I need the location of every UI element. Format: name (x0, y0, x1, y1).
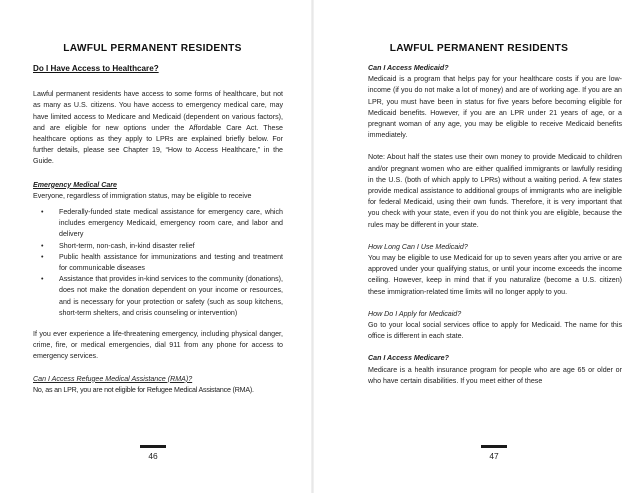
medicare-answer: Medicare is a health insurance program for people who are age 65 or older or who have certain disabilities. If you meet either of these (368, 365, 622, 385)
emergency-lead: Everyone, regardless of immigration status, may be eligible to receive (33, 191, 252, 200)
rma-answer: No, as an LPR, you are not eligible for Refugee Medical Assistance (RMA). (33, 385, 254, 394)
bullet-icon: • (41, 241, 44, 250)
medicare-question: Can I Access Medicare? (368, 354, 449, 363)
book-gutter (311, 0, 314, 493)
bullet-text: Short-term, non-cash, in-kind disaster relief (59, 241, 195, 250)
page-number-bar (481, 445, 507, 448)
left-page-content (33, 63, 283, 396)
emergency-heading: Emergency Medical Care (33, 180, 117, 189)
how-apply-answer: Go to your local social services office to apply for Medicaid. The name for this office is different in each state. (368, 321, 622, 341)
how-long-question: How Long Can I Use Medicaid? (368, 242, 468, 251)
medicaid-answer: Medicaid is a program that helps pay for your healthcare costs if you are low-income (if you do not make a lot of money) and are of working age. If you are an LPR, you must have been in status for five years before becoming eligible for Medicaid benefits. However, if you are an LPR under 21 years of age, or a pregnant woman of any age, you may be eligible to receive Medicaid benefits immediately. (368, 75, 622, 140)
bullet-icon: • (41, 275, 44, 284)
page-number-bar (140, 445, 166, 448)
right-page-content (368, 63, 622, 396)
rma-question: Can I Access Refugee Medical Assistance (RMA)? (33, 374, 193, 383)
medicaid-question: Can I Access Medicaid? (368, 64, 449, 72)
bullet-item (41, 274, 283, 319)
bullet-item (41, 252, 283, 274)
emergency-bullet-list (33, 207, 283, 319)
right-page-header: LAWFUL PERMANENT RESIDENTS (389, 43, 569, 54)
page-number: 46 (148, 451, 158, 461)
bullet-text: Assistance that provides in-kind services to the community (donations), does not make the donation dependent on your income or resources, and is necessary for your protection or safety (such as soup kitchens, short-term shelters, and crisis counseling or intervention) (59, 275, 283, 317)
left-page-header: LAWFUL PERMANENT RESIDENTS (63, 43, 242, 54)
left-page (0, 0, 305, 493)
bullet-text: Public health assistance for immunizations and testing and treatment for communicable diseases (59, 252, 283, 273)
how-apply-question: How Do I Apply for Medicaid? (368, 309, 462, 318)
section-title: Do I Have Access to Healthcare? (33, 64, 159, 73)
how-long-answer: You may be eligible to use Medicaid for up to seven years after you arrive or are approved under your qualifying status, or until your income exceeds the income ceiling. However, keep in mind that if you naturalize (become a U.S. citizen) these immigration-related time limits will no longer apply to you. (368, 254, 622, 296)
medicaid-note: Note: About half the states use their own money to provide Medicaid to children and/or pregnant women who are either qualified immigrants or lawfully residing in the U.S. (both of which apply to LPRs) without a waiting period. A few states provide medical assistance to additional groups of immigrants who are ineligible for federal Medicaid, using their own funds. Therefore, it is very important that you check with your state, even if you do not think you are eligible, because the rules may be different in your state. (368, 153, 622, 229)
right-page (320, 0, 638, 493)
bullet-text: Federally-funded state medical assistance for emergency care, which includes emergency Medicaid, emergency room care, and labor and delivery (59, 208, 283, 239)
intro-paragraph: Lawful permanent residents have access to some forms of healthcare, but not as many as U.S. citizens. You have access to emergency medical care, may have limited access to Medicare and Medicaid (dependent on various factors), and are eligible for new options under the Affordable Care Act. These healthcare options as they apply to LPRs are explained briefly below. For further details, please see Chapter 19, “How to Access Healthcare,” in the Guide. (33, 90, 283, 166)
emergency-note: If you ever experience a life-threatening emergency, including physical danger, crime, fire, or medical emergencies, dial 911 from any phone for access to emergency services. (33, 330, 283, 361)
page-number: 47 (489, 451, 499, 461)
bullet-item (41, 241, 283, 252)
bullet-item (41, 207, 283, 241)
bullet-icon: • (41, 252, 44, 261)
bullet-icon: • (41, 208, 44, 217)
